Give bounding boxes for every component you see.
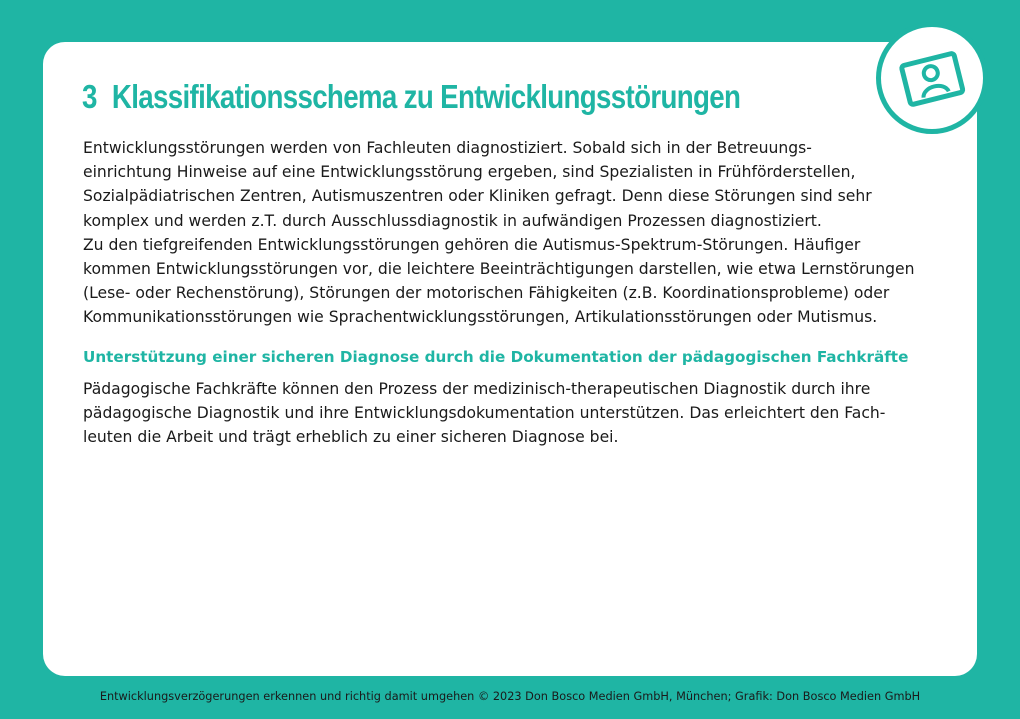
text-line: Zu den tiefgreifenden Entwicklungsstörungen gehören die Autismus-Spektrum-Störungen. Häufiger [83, 235, 861, 254]
page-title [82, 78, 740, 116]
text-line: komplex und werden z.T. durch Ausschlussdiagnostik in aufwändigen Prozessen diagnostiziert. [83, 211, 822, 230]
person-card-icon [881, 27, 983, 129]
text-line: Entwicklungsstörungen werden von Fachleuten diagnostiziert. Sobald sich in der Betreuungs- [83, 139, 812, 157]
text-line: leuten die Arbeit und trägt erheblich zu einer sicheren Diagnose bei. [83, 428, 619, 447]
intro-paragraph [83, 136, 963, 330]
text-line: einrichtung Hinweise auf eine Entwicklungsstörung ergeben, sind Spezialisten in Frühförderstellen, [83, 163, 856, 182]
text-line: kommen Entwicklungsstörungen vor, die leichtere Beeinträchtigungen darstellen, wie etwa Lernstörungen [83, 260, 915, 279]
text-line: Sozialpädiatrischen Zentren, Autismuszentren oder Kliniken gefragt. Denn diese Störungen sind sehr [83, 187, 872, 206]
support-paragraph [83, 377, 963, 450]
text-line: Kommunikationsstörungen wie Sprachentwicklungsstörungen, Artikulationsstörungen oder Mutismus. [83, 308, 878, 327]
section-subheading: Unterstützung einer sicheren Diagnose durch die Dokumentation der pädagogischen Fachkräfte [83, 348, 909, 366]
card-badge [876, 22, 988, 134]
section-number: 3 [82, 78, 97, 115]
text-line: Pädagogische Fachkräfte können den Prozess der medizinisch-therapeutischen Diagnostik durch ihre [83, 380, 871, 398]
text-line: (Lese- oder Rechenstörung), Störungen der motorischen Fähigkeiten (z.B. Koordinationsprobleme) oder [83, 284, 890, 303]
footer-credit: Entwicklungsverzögerungen erkennen und richtig damit umgehen © 2023 Don Bosco Medien GmbH, München; Grafik: Don Bosco Medien GmbH [99, 690, 921, 703]
section-title: Klassifikationsschema zu Entwicklungsstörungen [111, 78, 741, 115]
text-line: pädagogische Diagnostik und ihre Entwicklungsdokumentation unterstützen. Das erleichtert den Fach- [83, 404, 886, 423]
